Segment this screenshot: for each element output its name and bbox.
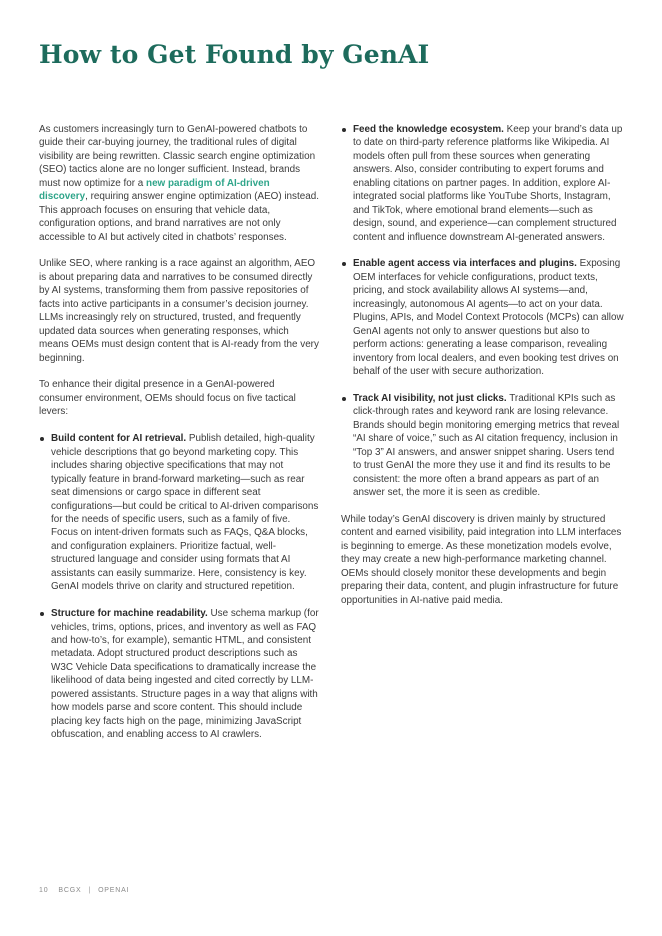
lever-body: Keep your brand’s data up to date on third-party reference platforms like Wikipedia. AI models often pull from these sources when generating answers. Also, consider contributing to expert forums and enabling citations on partner pages. In addition, explore AI-integrated social platforms like YouTube Shorts, Instagram, and TikTok, where emotional brand elements—such as design, sound, and experience—can complement structured content and influence downstream AI-generated answers.: [353, 124, 623, 243]
page-footer: [39, 887, 129, 894]
lever-agent-access: [341, 257, 624, 378]
page-title: How to Get Found by GenAI: [39, 40, 430, 69]
intro-text-start: As customers increasingly turn to GenAI-powered chatbots to guide their car-buying journey, the traditional rules of digital visibility are being rewritten. Classic search engine optimization (SEO) tactics alone are no longer sufficient. Instead, brands must now optimize for a: [39, 124, 316, 189]
footer-brand-bcgx: BCGX: [58, 887, 82, 894]
right-column: [341, 123, 624, 621]
lever-heading: Track AI visibility, not just clicks.: [353, 392, 507, 404]
lever-heading: Structure for machine readability.: [51, 608, 208, 620]
lever-list-right: [341, 123, 624, 500]
lever-knowledge-ecosystem: [341, 123, 624, 244]
lever-machine-readability: [39, 607, 319, 742]
footer-brand-openai: OPENAI: [98, 887, 130, 894]
closing-paragraph: While today’s GenAI discovery is driven mainly by structured content and earned visibility, paid integration into LLM interfaces is beginning to emerge. As these monetization models evolve, they may create a new high-performance marketing channel. OEMs should closely monitor these developments and begin preparing their data, content, and plugin infrastructure for future opportunities in AI-native paid media.: [341, 513, 622, 606]
lever-body: Publish detailed, high-quality vehicle descriptions that go beyond marketing copy. This includes sharing objective specifications that may not typically feature in brand-forward marketing—such as rear seat dimensions or cargo space in different seat configurations—but could be critical to AI-driven comparisons for the needs of specific users, such as a family of five. Focus on intent-driven formats such as FAQs, Q&A blocks, and configuration explainers. Prioritize factual, well-structured language and consider using formats that AI assistants can easily summarize. Here, consistency is key. GenAI models thrive on clarity and structured repetition.: [51, 433, 319, 593]
lever-heading: Feed the knowledge ecosystem.: [353, 124, 504, 135]
lever-track-visibility: [341, 392, 624, 500]
page-number: 10: [39, 887, 49, 894]
lever-heading: Build content for AI retrieval.: [51, 433, 187, 445]
lever-heading: Enable agent access via interfaces and plugins.: [353, 258, 577, 270]
intro-text-end: , requiring answer engine optimization (AEO) instead. This approach focuses on ensuring that vehicle data, configuration options, and brand narratives are not only accessible to AI but actively cited in chatbots’ responses.: [39, 191, 319, 243]
lever-list-left: [39, 432, 319, 741]
footer-separator: |: [88, 887, 92, 894]
seo-vs-aeo-paragraph: Unlike SEO, where ranking is a race against an algorithm, AEO is about preparing data and narratives to be consumed directly by AI systems, transforming them from passive repositories of facts into active participants in a consumer’s decision journey. LLMs increasingly rely on structured, trusted, and frequently updated data sources when generating responses, which means OEMs must design content that is AI-ready from the very beginning.: [39, 258, 319, 364]
lever-body: Exposing OEM interfaces for vehicle configurations, product texts, pricing, and stock availability allows AI systems—and, increasingly, autonomous AI agents—to act on your data. Plugins, APIs, and Model Context Protocols (MCPs) can allow GenAI agents not only to answer questions but also to perform actions: generating a lease comparison, revealing inventory from local dealers, and even booking test drives on behalf of the user with secure authorization.: [353, 258, 624, 378]
lever-body: Traditional KPIs such as click-through rates and keyword rank are losing relevance. Brands should begin monitoring emerging metrics that reveal “AI share of voice,” such as AI citation frequency, inclusion in “Top 3” AI answers, and answer snippet sharing. Users tend to trust GenAI the more they use it and find its results to be consistent: the more often a brand appears as part of an answer set, the more it is seen as credible.: [353, 392, 620, 499]
lever-build-content: [39, 432, 319, 593]
levers-intro-paragraph: To enhance their digital presence in a GenAI-powered consumer environment, OEMs should focus on five tactical levers:: [39, 379, 296, 418]
ai-discovery-highlight: new paradigm of AI-driven discovery: [39, 177, 270, 203]
left-column: [39, 123, 319, 755]
lever-body: Use schema markup (for vehicles, trims, options, prices, and inventory as well as FAQ and how-to’s, for example), semantic HTML, and consistent metadata. Adopt structured product descriptions such as W3C Vehicle Data specifications to dramatically increase the likelihood of data being ingested and cited correctly by LLM-powered assistants. Structure pages in a way that aligns with how models parse and score content. This should include placing key facts high on the page, minimizing JavaScript obfuscation, and enabling access to AI crawlers.: [51, 608, 319, 741]
intro-paragraph: [39, 123, 319, 244]
